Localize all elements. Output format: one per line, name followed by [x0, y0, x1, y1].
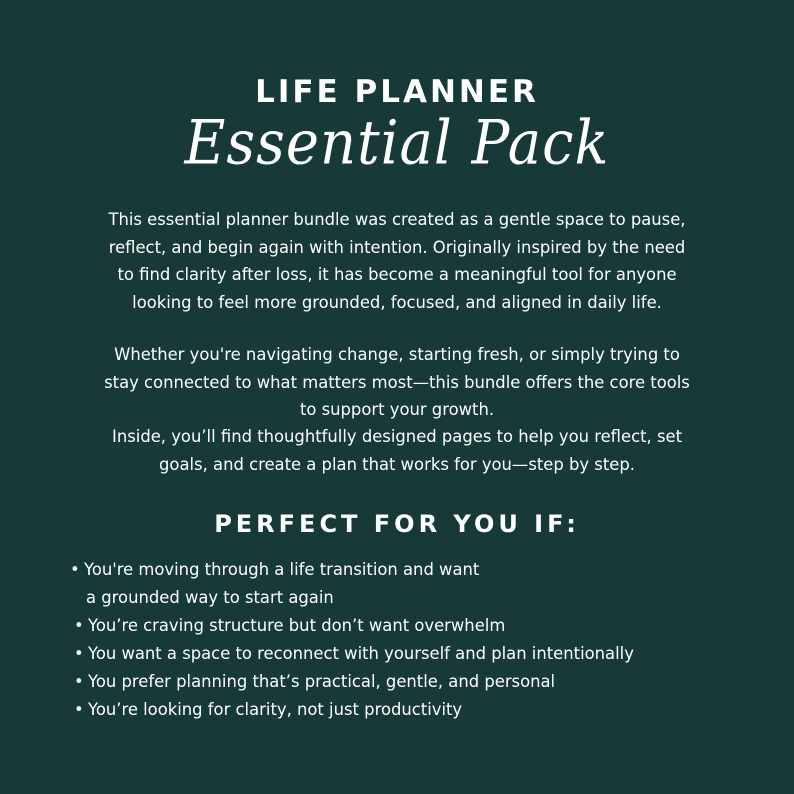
list-item — [70, 668, 770, 696]
list-item-text: You want a space to reconnect with yourself and plan intentionally — [88, 644, 634, 663]
list-item — [70, 556, 770, 612]
intro-line: reflect, and begin again with intention. Originally inspired by the need — [108, 237, 686, 257]
intro-paragraph-1 — [40, 206, 754, 316]
bullet-icon: • — [70, 560, 80, 579]
list-item-continuation: a grounded way to start again — [86, 588, 334, 607]
list-item — [70, 696, 770, 724]
list-item-text: You’re craving structure but don’t want overwhelm — [88, 616, 506, 635]
bullet-icon: • — [74, 672, 84, 691]
list-item-text: You’re looking for clarity, not just productivity — [88, 700, 463, 719]
benefit-list — [70, 556, 770, 724]
intro-paragraph-3 — [40, 423, 754, 478]
page-title: LIFE PLANNER — [255, 74, 539, 110]
intro-line: to find clarity after loss, it has become a meaningful tool for anyone — [117, 265, 677, 284]
script-subtitle: Essential Pack — [184, 108, 610, 179]
intro-paragraph-2 — [40, 341, 754, 424]
intro-line: stay connected to what matters most—this bundle offers the core tools — [104, 372, 690, 392]
section-heading: PERFECT FOR YOU IF: — [214, 510, 580, 538]
bullet-icon: • — [74, 700, 84, 719]
intro-line: to support your growth. — [299, 400, 495, 419]
intro-line: Whether you're navigating change, starting fresh, or simply trying to — [114, 345, 680, 364]
list-item-text: You prefer planning that’s practical, gentle, and personal — [88, 672, 556, 691]
bullet-icon: • — [74, 616, 84, 635]
intro-line: looking to feel more grounded, focused, and aligned in daily life. — [132, 292, 662, 312]
intro-line: goals, and create a plan that works for you—step by step. — [159, 454, 635, 474]
list-item — [70, 640, 770, 668]
list-item-text: You're moving through a life transition and want — [84, 560, 480, 579]
bullet-icon: • — [74, 644, 84, 663]
list-item — [70, 612, 770, 640]
intro-line: Inside, you’ll find thoughtfully designed pages to help you reflect, set — [112, 427, 682, 446]
intro-line: This essential planner bundle was created as a gentle space to pause, — [108, 210, 686, 229]
